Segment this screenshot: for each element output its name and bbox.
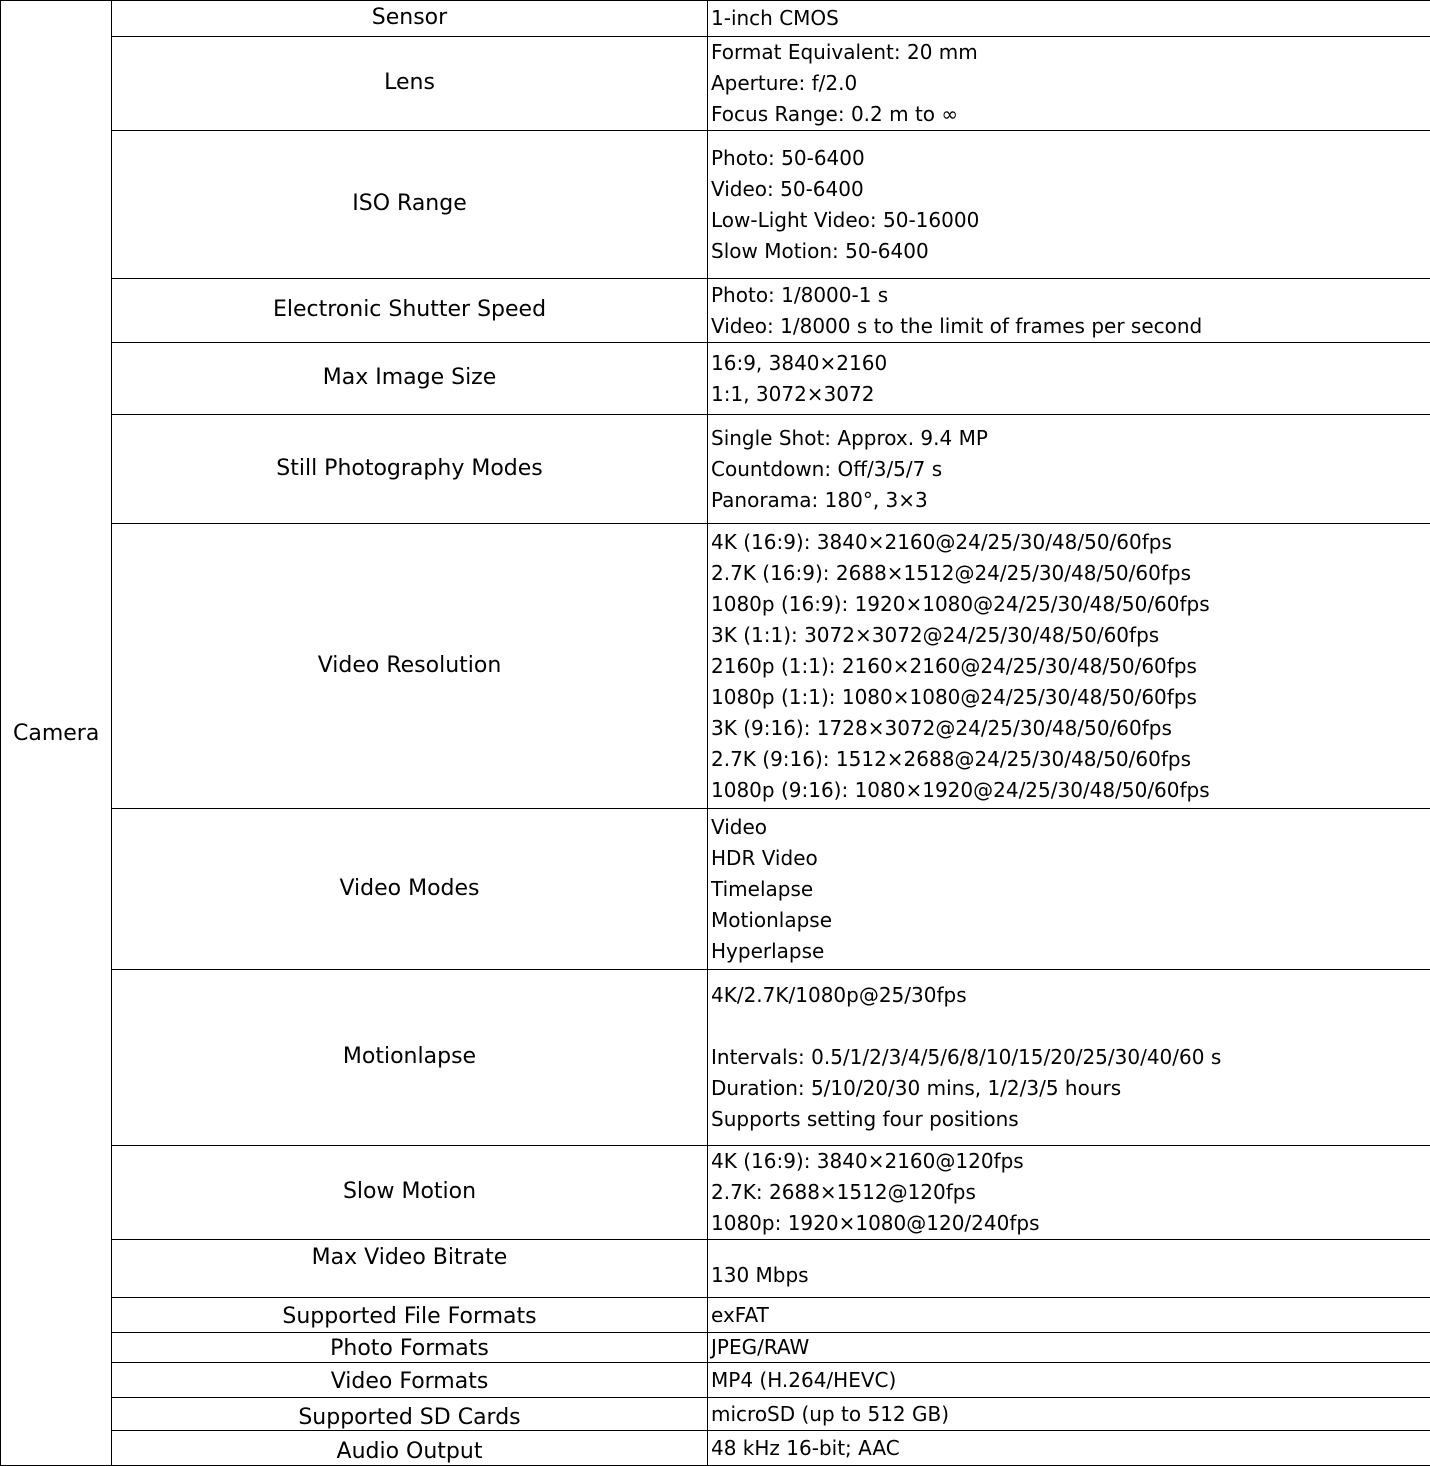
spec-label-text: Electronic Shutter Speed	[273, 297, 546, 322]
spec-value	[708, 1, 1430, 37]
spec-value-line: 2.7K (16:9): 2688×1512@24/25/30/48/50/60fps	[711, 558, 1430, 589]
spec-value-line: 130 Mbps	[711, 1260, 1430, 1291]
spec-value-line: 16:9, 3840×2160	[711, 348, 1430, 379]
spec-label	[112, 343, 708, 415]
spec-label-text: Lens	[384, 70, 435, 95]
spec-value-line: 4K (16:9): 3840×2160@120fps	[711, 1146, 1430, 1177]
spec-label-text: Supported File Formats	[282, 1304, 536, 1329]
spec-row	[1, 1333, 1430, 1363]
group-label: Camera	[1, 1, 112, 1466]
spec-row	[1, 131, 1430, 279]
spec-value	[708, 1431, 1430, 1466]
spec-value	[708, 1333, 1430, 1363]
spec-value-line: Format Equivalent: 20 mm	[711, 37, 1430, 68]
spec-value-line: Single Shot: Approx. 9.4 MP	[711, 423, 1430, 454]
spec-label-text: Sensor	[372, 5, 447, 30]
spec-label-text: Supported SD Cards	[298, 1405, 520, 1430]
spec-label-text: Audio Output	[337, 1439, 483, 1464]
spec-row	[1, 1298, 1430, 1333]
spec-value-line: 2.7K (9:16): 1512×2688@24/25/30/48/50/60fps	[711, 744, 1430, 775]
spec-value-line: 1080p (1:1): 1080×1080@24/25/30/48/50/60fps	[711, 682, 1430, 713]
spec-label	[112, 1146, 708, 1240]
spec-value-line: 1080p (16:9): 1920×1080@24/25/30/48/50/60fps	[711, 589, 1430, 620]
spec-label	[112, 1240, 708, 1298]
spec-row	[1, 1, 1430, 37]
spec-label-text: Still Photography Modes	[276, 456, 543, 481]
spec-label-text: Max Image Size	[323, 365, 497, 390]
spec-label-text: ISO Range	[352, 191, 467, 216]
spec-label-text: Motionlapse	[343, 1044, 476, 1069]
spec-value	[708, 343, 1430, 415]
spec-value	[708, 1363, 1430, 1398]
spec-value-line: 3K (1:1): 3072×3072@24/25/30/48/50/60fps	[711, 620, 1430, 651]
spec-label	[112, 1398, 708, 1431]
spec-value	[708, 1146, 1430, 1240]
spec-value-line: Supports setting four positions	[711, 1104, 1430, 1135]
spec-row	[1, 1398, 1430, 1431]
spec-value-line: 2160p (1:1): 2160×2160@24/25/30/48/50/60fps	[711, 651, 1430, 682]
spec-value-line: 1-inch CMOS	[711, 4, 1430, 33]
spec-value-line: 1080p (9:16): 1080×1920@24/25/30/48/50/60fps	[711, 775, 1430, 806]
spec-value	[708, 131, 1430, 279]
spec-value-line: Hyperlapse	[711, 936, 1430, 967]
spec-row	[1, 1363, 1430, 1398]
spec-value-line: exFAT	[711, 1301, 1430, 1330]
spec-value	[708, 279, 1430, 343]
spec-value-line: Aperture: f/2.0	[711, 68, 1430, 99]
spec-value-line: HDR Video	[711, 843, 1430, 874]
spec-label-text: Slow Motion	[343, 1179, 476, 1204]
spec-value	[708, 809, 1430, 970]
spec-label	[112, 1431, 708, 1466]
spec-value-line: Focus Range: 0.2 m to ∞	[711, 99, 1430, 130]
spec-value-line: Countdown: Off/3/5/7 s	[711, 454, 1430, 485]
spec-value-line: Duration: 5/10/20/30 mins, 1/2/3/5 hours	[711, 1073, 1430, 1104]
spec-value	[708, 524, 1430, 809]
spec-table-body	[1, 1, 1430, 1466]
spec-value-line: Panorama: 180°, 3×3	[711, 485, 1430, 516]
spec-row	[1, 1431, 1430, 1466]
spec-row	[1, 415, 1430, 524]
spec-row	[1, 809, 1430, 970]
spec-label	[112, 131, 708, 279]
spec-label	[112, 279, 708, 343]
spec-value-line: 1080p: 1920×1080@120/240fps	[711, 1208, 1430, 1239]
spec-value-line: 4K/2.7K/1080p@25/30fps	[711, 980, 1430, 1011]
spec-value-line: JPEG/RAW	[711, 1333, 1430, 1362]
spec-row	[1, 970, 1430, 1146]
spec-label	[112, 415, 708, 524]
spec-row	[1, 524, 1430, 809]
spec-row	[1, 279, 1430, 343]
spec-value-line: Video: 1/8000 s to the limit of frames per second	[711, 311, 1430, 342]
spec-value-line: Photo: 50-6400	[711, 143, 1430, 174]
spec-label	[112, 37, 708, 131]
spec-value-line: Timelapse	[711, 874, 1430, 905]
spec-row	[1, 1240, 1430, 1298]
spec-label	[112, 1363, 708, 1398]
spec-value	[708, 1240, 1430, 1298]
spec-label	[112, 970, 708, 1146]
spec-label	[112, 1298, 708, 1333]
spec-value-line: Intervals: 0.5/1/2/3/4/5/6/8/10/15/20/25/30/40/60 s	[711, 1042, 1430, 1073]
spec-label-text: Max Video Bitrate	[312, 1245, 508, 1270]
spec-value-line: Motionlapse	[711, 905, 1430, 936]
spec-value-line: microSD (up to 512 GB)	[711, 1400, 1430, 1429]
spec-value-line: Photo: 1/8000-1 s	[711, 280, 1430, 311]
spec-row	[1, 343, 1430, 415]
spec-value	[708, 1398, 1430, 1431]
spec-row	[1, 37, 1430, 131]
spec-value-line: MP4 (H.264/HEVC)	[711, 1366, 1430, 1395]
spec-label-text: Video Formats	[331, 1369, 489, 1394]
spec-label	[112, 1, 708, 37]
spec-value-line: Video: 50-6400	[711, 174, 1430, 205]
spec-value-line: 48 kHz 16-bit; AAC	[711, 1434, 1430, 1463]
spec-value	[708, 1298, 1430, 1333]
spec-row	[1, 1146, 1430, 1240]
spec-label-text: Photo Formats	[330, 1336, 489, 1361]
spec-label-text: Video Modes	[339, 876, 479, 901]
spec-value-line: 3K (9:16): 1728×3072@24/25/30/48/50/60fps	[711, 713, 1430, 744]
spec-label	[112, 809, 708, 970]
spec-label	[112, 524, 708, 809]
spec-value-line: Slow Motion: 50-6400	[711, 236, 1430, 267]
spec-value-line: 1:1, 3072×3072	[711, 379, 1430, 410]
spec-label	[112, 1333, 708, 1363]
spec-value-line: Video	[711, 812, 1430, 843]
spec-value-line: 4K (16:9): 3840×2160@24/25/30/48/50/60fps	[711, 527, 1430, 558]
spec-value-line	[711, 1011, 1430, 1042]
spec-label-text: Video Resolution	[318, 653, 502, 678]
spec-value	[708, 970, 1430, 1146]
spec-value-line: Low-Light Video: 50-16000	[711, 205, 1430, 236]
spec-value	[708, 37, 1430, 131]
spec-value	[708, 415, 1430, 524]
spec-value-line: 2.7K: 2688×1512@120fps	[711, 1177, 1430, 1208]
